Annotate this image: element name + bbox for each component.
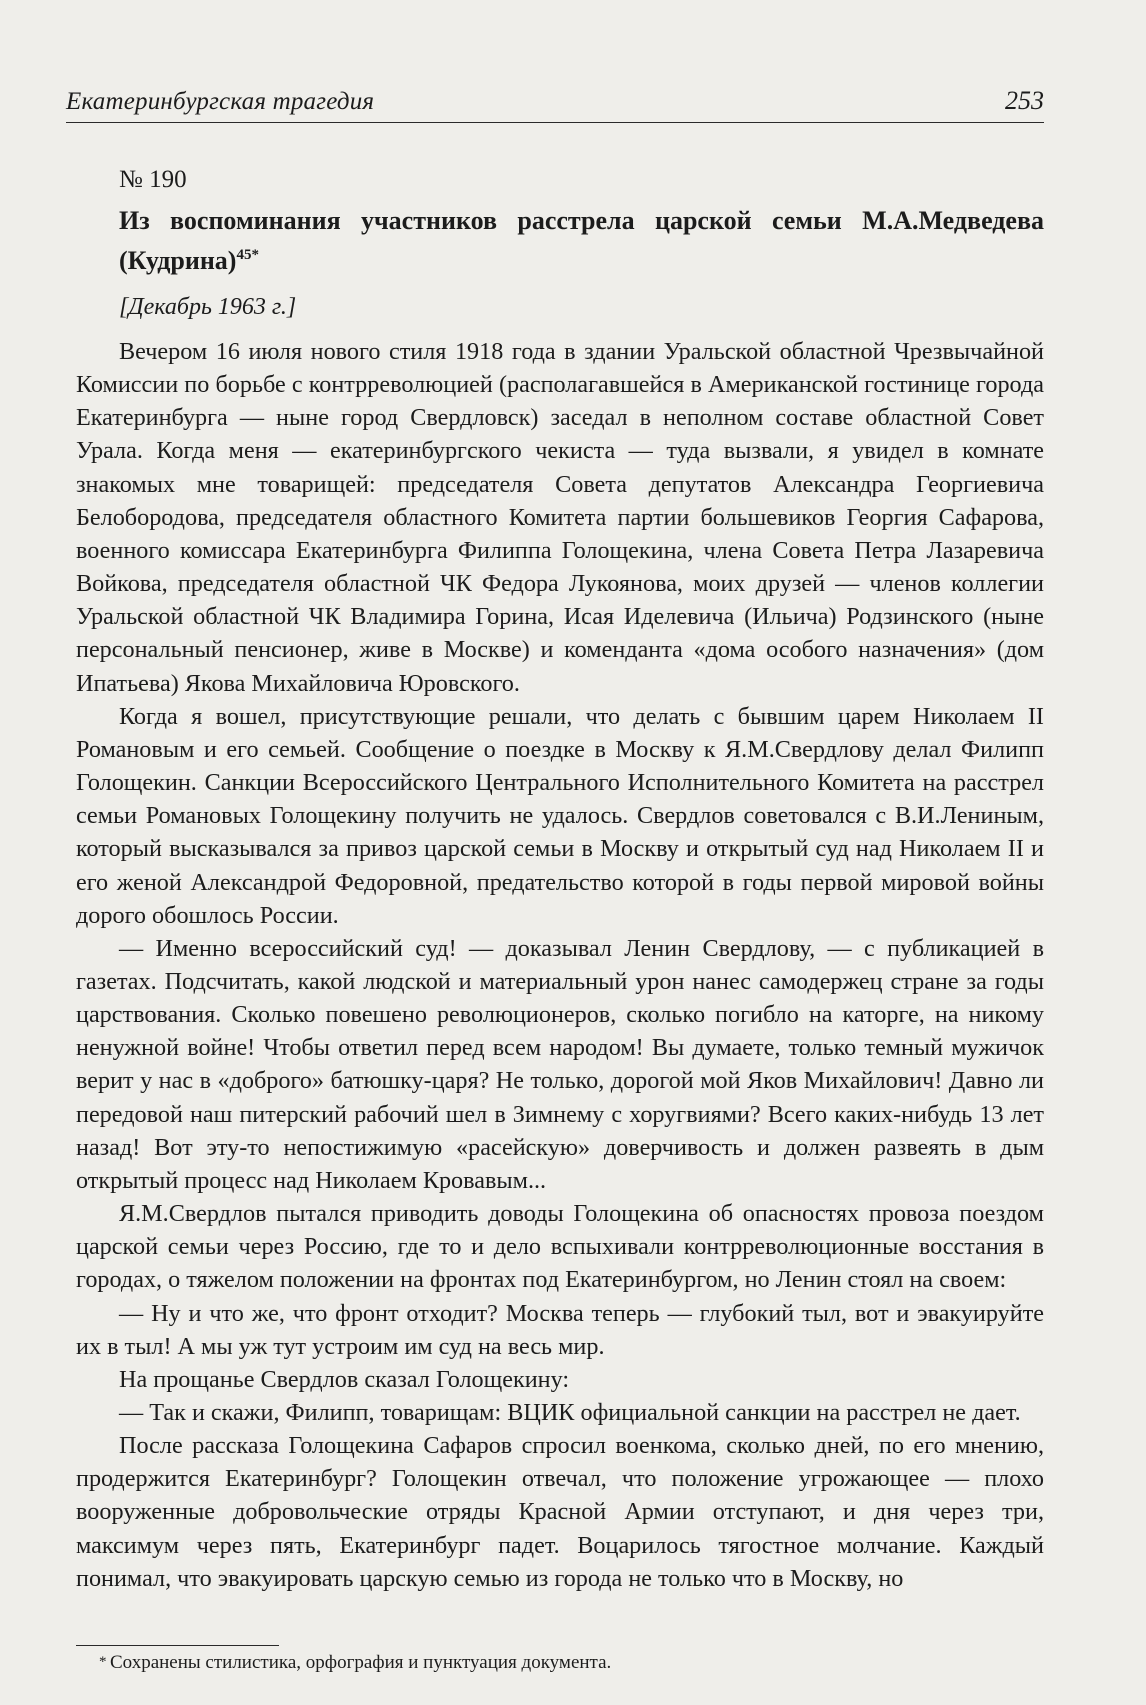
- paragraph: После рассказа Голощекина Сафаров спросил военкома, сколько дней, по его мнению, продержится Екатеринбург? Голощекин отвечал, что положение угрожающее — плохо вооруженные добровольческие отряды Красной Армии отступают, и дня через три, максимум через пять, Екатеринбург падет. Воцарилось тягостное молчание. Каждый понимал, что эвакуировать царскую семью из города не только что в Москву, но: [76, 1432, 1044, 1592]
- footnote-divider: [76, 1645, 279, 1646]
- page-number: 253: [1005, 86, 1044, 115]
- document-date: [Декабрь 1963 г.]: [119, 294, 297, 320]
- paragraph: — Так и скажи, Филипп, товарищам: ВЦИК официальной санкции на расстрел не дает.: [119, 1399, 1021, 1426]
- paragraph: На прощанье Свердлов сказал Голощекину:: [119, 1365, 570, 1393]
- paragraph: — Именно всероссийский суд! — доказывал Ленин Свердлову, — с публикацией в газетах. Подсчитать, какой людской и материальный урон нанес самодержец стране за годы царствования. Сколько повешено революционеров, сколько погибло на каторге, на никому ненужной войне! Чтобы ответил перед всем народом! Вы думаете, только темный мужичок верит у нас в «доброго» батюшку-царя? Не только, дорогой мой Яков Михайлович! Давно ли передовой наш питерский рабочий шел в Зимнему с хоругвиями? Всего каких-нибудь 13 лет назад! Вот эту-то непостижимую «расейскую» доверчивость и должен развеять в дым открытый процесс над Николаем Кровавым...: [76, 934, 1044, 1194]
- paragraph: — Ну и что же, что фронт отходит? Москва теперь — глубокий тыл, вот и эвакуируйте их в тыл! А мы уж тут устроим им суд на весь мир.: [76, 1299, 1044, 1360]
- paragraph: Я.М.Свердлов пытался приводить доводы Голощекина об опасностях провоза поездом царской семьи через Россию, где то и дело вспыхивали контрреволюционные восстания в городах, о тяжелом положении на фронтах под Екатеринбургом, но Ленин стоял на своем:: [76, 1200, 1044, 1294]
- document-number: № 190: [119, 166, 187, 193]
- running-header: [66, 86, 1044, 123]
- document-title-text: Из воспоминания участников расстрела царской семьи М.А.Медведева (Кудрина): [119, 206, 1044, 275]
- footnote-mark: *: [99, 1654, 107, 1670]
- paragraph: Вечером 16 июля нового стиля 1918 года в здании Уральской областной Чрезвычайной Комиссии по борьбе с контрреволюцией (располагавшейся в Американской гостинице города Екатеринбурга — ныне город Свердловск) заседал в неполном составе областной Совет Урала. Когда меня — екатеринбургского чекиста — туда вызвали, я увидел в комнате знакомых мне товарищей: председателя Совета депутатов Александра Георгиевича Белобородова, председателя областного Комитета партии большевиков Георгия Сафарова, военного комиссара Екатеринбурга Филиппа Голощекина, члена Совета Петра Лазаревича Войкова, председателя областной ЧК Федора Лукоянова, моих друзей — членов коллегии Уральской областной ЧК Владимира Горина, Исая Иделевича (Ильича) Родзинского (ныне персональный пенсионер, живе в Москве) и коменданта «дома особого назначения» (дом Ипатьева) Якова Михайловича Юровского.: [76, 338, 1044, 697]
- document-title: [119, 204, 1044, 278]
- document-title-footnote-ref: 45*: [236, 247, 259, 263]
- footnote: [99, 1651, 1010, 1675]
- footnote-text: Сохранены стилистика, орфография и пунктуация документа.: [110, 1652, 612, 1673]
- running-header-title: Екатеринбургская трагедия: [66, 88, 375, 115]
- body-text: [76, 335, 1044, 1595]
- paragraph: Когда я вошел, присутствующие решали, что делать с бывшим царем Николаем II Романовым и его семьей. Сообщение о поездке в Москву к Я.М.Свердлову делал Филипп Голощекин. Санкции Всероссийского Центрального Исполнительного Комитета на расстрел семьи Романовых Голощекину получить не удалось. Свердлов советовался с В.И.Лениным, который высказывался за привоз царской семьи в Москву и открытый суд над Николаем II и его женой Александрой Федоровной, предательство которой в годы первой мировой войны дорого обошлось России.: [76, 702, 1044, 929]
